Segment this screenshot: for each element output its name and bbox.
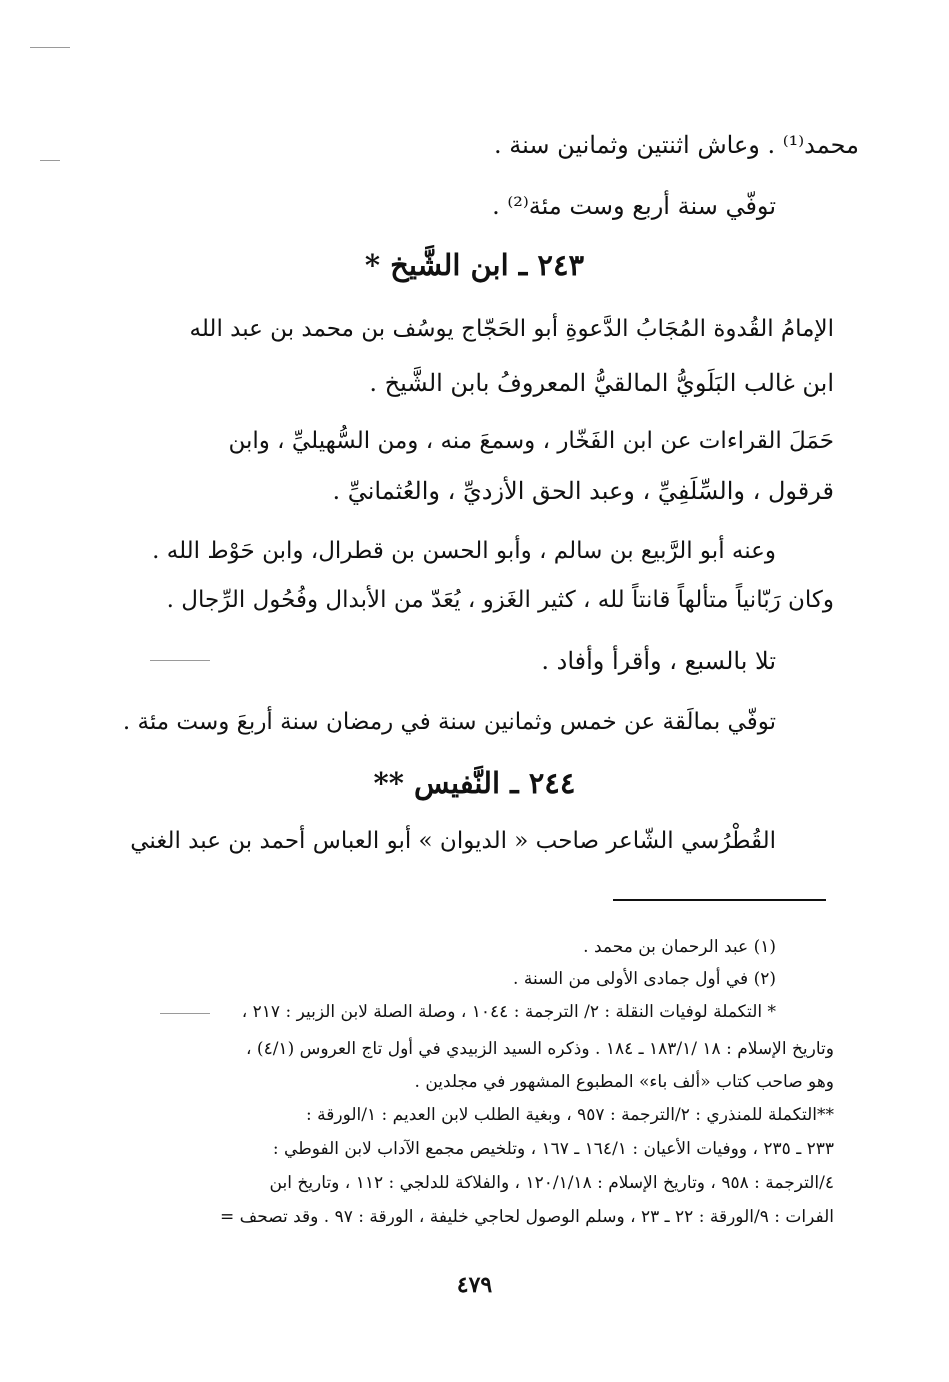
source-note: ٤/الترجمة : ٩٥٨ ، وتاريخ الإسلام : ١٢٠/١/١٨ ، والفلاكة للدلجي : ١١٢ ، وتاريخ ابن: [269, 1173, 834, 1193]
body-line: تلا بالسبع ، وأقرأ وأفاد .: [541, 647, 776, 675]
body-line: توفّي سنة أربع وست مئة⁽²⁾ .: [492, 192, 776, 220]
entry-heading: ٢٤٤ ـ النَّفيس **: [373, 766, 576, 800]
body-line: محمد⁽¹⁾ . وعاش اثنتين وثمانين سنة .: [494, 131, 859, 159]
body-line: الإمامُ القُدوة المُجَابُ الدَّعوةِ أبو الحَجّاج يوسُف بن محمد بن عبد الله: [189, 316, 834, 342]
scan-mark: [40, 160, 60, 161]
source-note: الفرات : ٩/الورقة : ٢٢ ـ ٢٣ ، وسلم الوصول لحاجي خليفة ، الورقة : ٩٧ . وقد تصحف =: [220, 1207, 834, 1227]
body-line: وكان رَبّانياً متألهاً قانتاً لله ، كثير الغَزو ، يُعَدّ من الأبدال وفُحُول الرِّجال .: [166, 587, 834, 613]
source-note: * التكملة لوفيات النقلة : ٢/ الترجمة : ١٠٤٤ ، وصلة الصلة لابن الزبير : ٢١٧ ،: [241, 1002, 776, 1022]
body-line: قرقول ، والسِّلَفِيِّ ، وعبد الحق الأزديِّ ، والعُثمانيِّ .: [332, 477, 834, 505]
body-line: القُطْرُسي الشّاعر صاحب « الديوان » أبو العباس أحمد بن عبد الغني: [130, 828, 776, 854]
scan-mark: [160, 1013, 210, 1014]
source-note: وهو صاحب كتاب «ألف باء» المطبوع المشهور في مجلدين .: [414, 1072, 834, 1092]
body-line: وعنه أبو الرَّبيع بن سالم ، وأبو الحسن بن قطرال، وابن حَوْط الله .: [152, 538, 776, 564]
page-number: ٤٧٩: [456, 1272, 493, 1298]
body-line: ابن غالب البَلَويُّ المالقيُّ المعروفُ بابن الشَّيخ .: [369, 369, 834, 397]
scan-mark: [30, 47, 70, 48]
source-note: وتاريخ الإسلام : ١٨ /١٨٣/١ ـ ١٨٤ . وذكره السيد الزبيدي في أول تاج العروس (٤/١) ،: [246, 1039, 834, 1059]
source-note: ٢٣٣ ـ ٢٣٥ ، ووفيات الأعيان : ١٦٤/١ ـ ١٦٧ ، وتلخيص مجمع الآداب لابن الفوطي :: [272, 1139, 834, 1159]
footnote: (١) عبد الرحمان بن محمد .: [583, 937, 776, 957]
footnote-separator: [613, 899, 826, 901]
footnote: (٢) في أول جمادى الأولى من السنة .: [513, 969, 776, 989]
body-line: حَمَلَ القراءات عن ابن الفَخّار ، وسمعَ منه ، ومن السُّهيليِّ ، وابن: [228, 428, 834, 454]
source-note: **التكملة للمنذري : ٢/الترجمة : ٩٥٧ ، وبغية الطلب لابن العديم : ١/الورقة :: [305, 1105, 834, 1125]
entry-heading: ٢٤٣ ـ ابن الشَّيخ *: [364, 248, 585, 282]
body-line: توفّي بمالَقة عن خمس وثمانين سنة في رمضان سنة أربعَ وست مئة .: [122, 709, 776, 735]
scan-mark: [150, 660, 210, 661]
